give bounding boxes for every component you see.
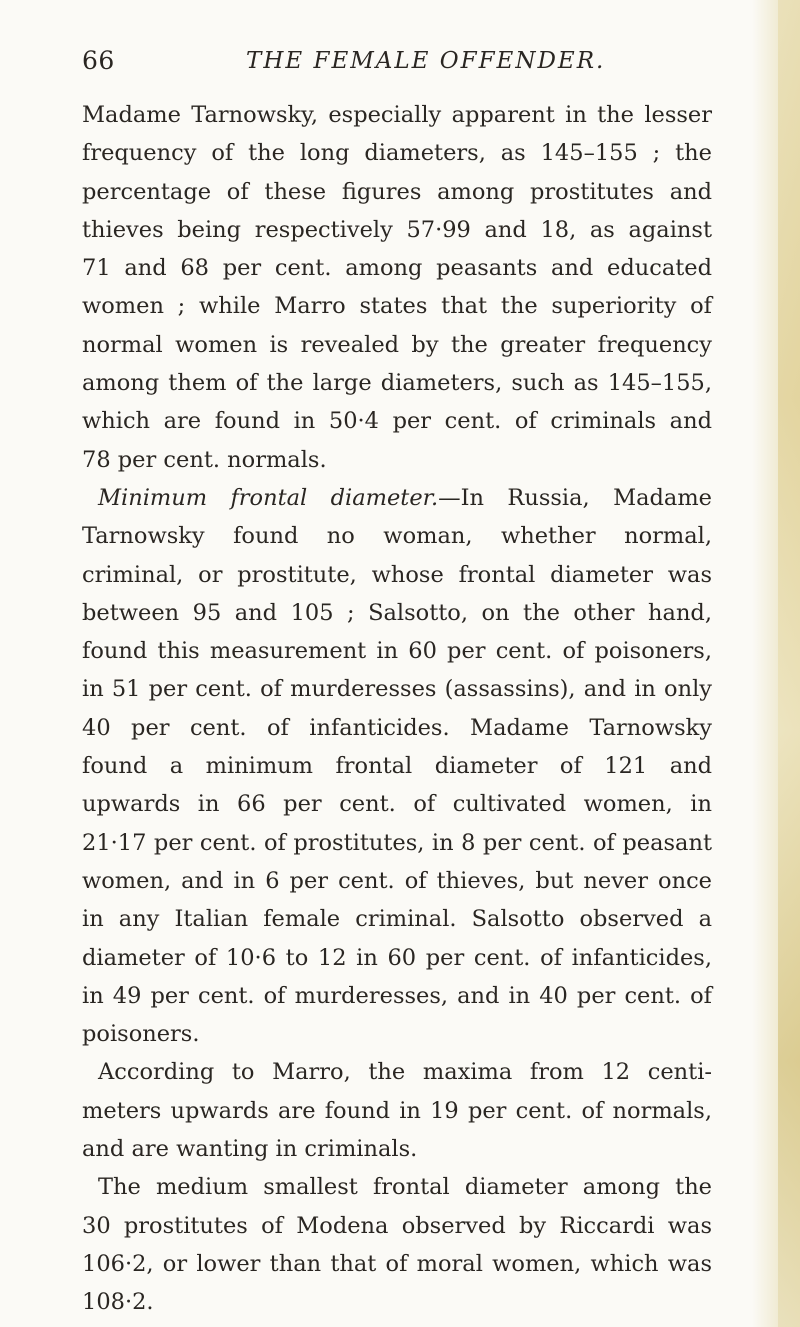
text-line: 30 prostitutes of Modena observed by Riccardi was (82, 1212, 712, 1239)
section-heading: Minimum frontal diameter. (98, 484, 439, 511)
text-line: 108·2. (82, 1289, 154, 1316)
text-line: 106·2, or lower than that of moral women, which was (82, 1250, 712, 1277)
body-text (82, 96, 712, 1322)
text-line: Tarnowsky found no woman, whether normal, (82, 523, 712, 550)
text-line: criminal, or prostitute, whose frontal diameter was (82, 561, 712, 588)
section-heading-line (82, 479, 712, 517)
text-line: percentage of these figures among prostitutes and (82, 178, 712, 205)
text-line: between 95 and 105 ; Salsotto, on the other hand, (82, 599, 712, 626)
text-line: 78 per cent. normals. (82, 446, 327, 473)
text-line: upwards in 66 per cent. of cultivated women, in (82, 791, 712, 818)
text-line: women, and in 6 per cent. of thieves, but never once (82, 867, 712, 894)
running-head: THE FEMALE OFFENDER. (246, 48, 606, 74)
text-line: and are wanting in criminals. (82, 1136, 418, 1163)
text-line: meters upwards are found in 19 per cent. of normals, (82, 1097, 712, 1124)
page-header (82, 46, 722, 86)
text-line: in 49 per cent. of murderesses, and in 40 per cent. of (82, 982, 712, 1009)
page-number: 66 (82, 46, 115, 75)
text-line: poisoners. (82, 1021, 200, 1048)
text-line: 40 per cent. of infanticides. Madame Tarnowsky (82, 714, 712, 741)
text-line: thieves being respectively 57·99 and 18, as against (82, 216, 712, 243)
text-line: diameter of 10·6 to 12 in 60 per cent. of infanticides, (82, 944, 712, 971)
text-line: Madame Tarnowsky, especially apparent in the lesser (82, 102, 712, 128)
text-line: frequency of the long diameters, as 145–155 ; the (82, 140, 712, 167)
page-edge-shadow (778, 0, 800, 1327)
text-line: in any Italian female criminal. Salsotto observed a (82, 906, 712, 933)
section-heading-rest: —In Russia, Madame (438, 484, 712, 511)
text-line: According to Marro, the maxima from 12 centi- (98, 1059, 712, 1086)
text-line: normal women is revealed by the greater frequency (82, 331, 712, 358)
text-line: in 51 per cent. of murderesses (assassins), and in only (82, 676, 712, 703)
text-line: which are found in 50·4 per cent. of criminals and (82, 408, 712, 435)
text-line: among them of the large diameters, such as 145–155, (82, 370, 712, 397)
text-line: 21·17 per cent. of prostitutes, in 8 per cent. of peasant (82, 829, 712, 856)
text-line: found a minimum frontal diameter of 121 and (82, 753, 712, 780)
text-line: women ; while Marro states that the superiority of (82, 293, 712, 320)
text-line: found this measurement in 60 per cent. of poisoners, (82, 638, 712, 665)
text-line: The medium smallest frontal diameter among the (98, 1174, 712, 1201)
text-line: 71 and 68 per cent. among peasants and educated (82, 255, 712, 282)
